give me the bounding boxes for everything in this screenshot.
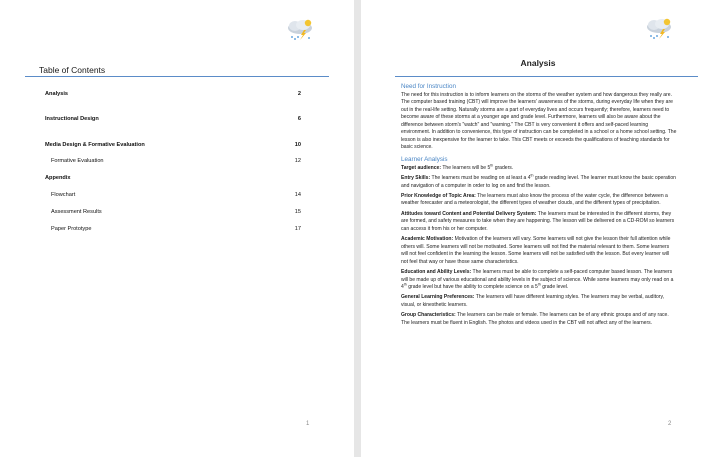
toc-entry-label: Paper Prototype	[51, 226, 92, 232]
toc-entry-label: Instructional Design	[45, 116, 99, 122]
toc-divider	[25, 76, 329, 77]
toc-entry-media-design[interactable]	[45, 140, 301, 150]
toc-entry-page: 15	[294, 209, 301, 215]
toc-entry-paper-prototype[interactable]	[51, 224, 301, 234]
paragraph-target-audience: Target audience: The learners will be 5th graders.	[401, 162, 514, 171]
toc-entry-analysis[interactable]	[45, 89, 301, 99]
paragraph-academic-motivation: Academic Motivation: Motivation of the learners will vary. Some learners will not give the lesson their full attention while others will. Some learners will not be motivated. Some learners will not find the material relevant to them. Some learners will not feel confident in the learning the lesson. Some learners will not be satisfied with the lesson. But every learner will not feel that way or have those same characteristics.	[401, 236, 671, 265]
toc-entry-label: Analysis	[45, 91, 69, 97]
toc-entry-page: 10	[294, 142, 301, 148]
paragraph-entry-skills: Entry Skills: The learners must be reading on at least a 4th grade reading level. The learner must know the basic operation and navigation of a computer in order to log on and find the lesson.	[401, 173, 676, 189]
toc-title: Table of Contents	[39, 65, 106, 75]
paragraph-prior-knowledge: Prior Knowledge of Topic Area: The learners must also know the process of the water cycle, the difference between a weather forecaster and a meteorologist, the different types of weather clouds, and the different types of precipitation.	[401, 192, 668, 207]
page-body	[401, 82, 677, 330]
toc-entry-instructional-design[interactable]	[45, 114, 301, 124]
page-number: 2	[668, 421, 672, 427]
toc-entry-appendix[interactable]	[45, 173, 301, 183]
storm-cloud-logo-icon	[284, 18, 316, 42]
toc-entry-assessment-results[interactable]	[51, 207, 301, 217]
section-heading: Learner Analysis	[401, 155, 448, 163]
toc-entry-page: 2	[297, 91, 301, 97]
page-title: Analysis	[520, 58, 556, 68]
toc-entry-label: Assessment Results	[51, 209, 102, 215]
toc-entry-label: Appendix	[45, 175, 71, 181]
title-divider	[395, 76, 698, 77]
page-number: 1	[306, 421, 310, 427]
paragraph-group-characteristics: Group Characteristics: The learners can be male or female. The learners can be of any ethnic groups and of any race. The learners must be fluent in English. The photos and videos used in the CBT will not affect any of the learners.	[401, 312, 669, 326]
toc-entry-label: Formative Evaluation	[51, 158, 104, 164]
paragraph-need: The need for this instruction is to inform learners on the storms of the weather system and how dangerous they really are. The computer based training (CBT) will improve the learners' awareness of the storms, during everyday life when they are out in the real-life setting. Naturally storms are a part of everyday lives and occurs frequently; therefore, learners need to become aware of these storms at a younger age and grade level. Furthermore, learners will also be aware about the difference between storm's "watch" and "warning." The CBT is very convenient it offers and self-paced learning environment. In addition to convenience, this type of instruction can be completed in a school or a home school setting. The lesson is also inexpensive for the learner to take. This CBT meets or exceeds the qualifications of teaching standards for basic science.	[401, 92, 677, 151]
section-heading: Need for Instruction	[401, 83, 456, 90]
toc-entry-page: 17	[294, 226, 301, 232]
toc-entry-formative-evaluation[interactable]	[51, 156, 301, 166]
paragraph-learning-preferences: General Learning Preferences: The learners will have different learning styles. The learners may be verbal, auditory, visual, or kinesthetic learners.	[401, 294, 665, 308]
storm-cloud-logo-icon	[643, 17, 675, 41]
toc-entry-label: Flowchart	[51, 192, 76, 198]
toc-entry-page: 12	[294, 158, 301, 164]
paragraph-attitudes: Attitudes toward Content and Potential Delivery System: The learners must be interested in the different storms, they are formed, and safety measures to take when they are happening. The lesson will be delivered on a CD-ROM so learners can access it from his or her computer.	[401, 210, 675, 232]
paragraph-education-levels: Education and Ability Levels: The learners must be able to complete a self-paced computer based lesson. The learners will be made up of various educational and ability levels in the subject of science. While some learners may only read on a 4th grade level but have the ability to complete science on a 5th grade level.	[401, 269, 674, 290]
toc-entry-page: 14	[294, 192, 301, 198]
toc-entry-page: 6	[297, 116, 301, 122]
toc-entry-flowchart[interactable]	[51, 190, 301, 200]
toc-entry-label: Media Design & Formative Evaluation	[45, 142, 145, 148]
